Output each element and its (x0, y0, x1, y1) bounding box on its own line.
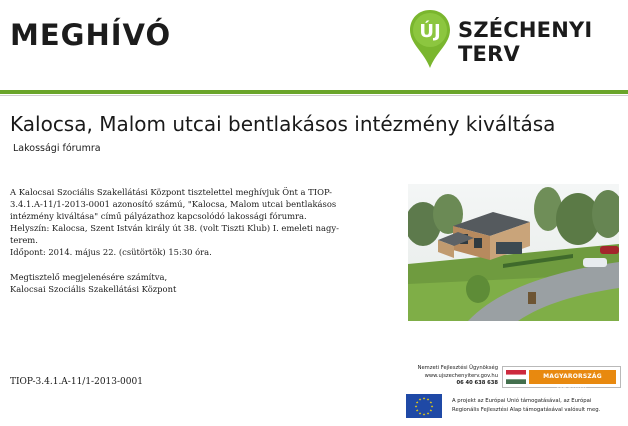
svg-text:★: ★ (414, 404, 418, 409)
agency-url: www.ujszechenyiterv.gov.hu (424, 372, 498, 379)
logo-pin-text: ÚJ (419, 21, 441, 42)
svg-text:★: ★ (418, 397, 422, 402)
invitation-location: Helyszín: Kalocsa, Szent István király út 38. (volt Tiszti Klub) I. emeleti nagy- (10, 223, 339, 234)
agency-name: Nemzeti Fejlesztési Ügynökség (417, 365, 498, 371)
eu-funding-line: A projekt az Európai Unió támogatásával, az Európai (452, 398, 592, 404)
eu-funding-note (452, 397, 624, 415)
svg-text:★: ★ (426, 397, 430, 402)
svg-text:★: ★ (422, 396, 426, 401)
svg-text:★: ★ (418, 411, 422, 416)
header-divider-shadow (0, 95, 628, 96)
building-rendering-image (408, 184, 619, 321)
event-subtitle: Lakossági fórumra (13, 143, 101, 154)
invitation-time: Időpont: 2014. május 22. (csütörtök) 15:30 óra. (10, 247, 212, 258)
closing-line: Megtisztelő megjelenésére számítva, (10, 271, 168, 282)
invitation-line: A Kalocsai Szociális Szakellátási Központ tisztelettel meghívjuk Önt a TIOP- (10, 187, 332, 197)
eu-flag-icon (406, 394, 442, 418)
invitation-line: intézmény kiváltása" című pályázathoz kapcsolódó lakossági fórumra. (10, 211, 307, 222)
hungary-flag-icon (506, 370, 526, 384)
svg-text:★: ★ (422, 412, 426, 417)
eu-funding-line: Regionális Fejlesztési Alap támogatásával valósult meg. (452, 407, 601, 413)
uj-szechenyi-terv-logo-pin-icon (408, 8, 452, 70)
svg-text:★: ★ (429, 408, 433, 413)
project-code: TIOP-3.4.1.A-11/1-2013-0001 (10, 377, 143, 387)
svg-text:★: ★ (429, 400, 433, 405)
svg-text:★: ★ (430, 404, 434, 409)
agency-phone: 06 40 638 638 (456, 380, 498, 387)
invitation-location-cont: terem. (10, 235, 38, 246)
agency-info (392, 365, 498, 388)
page-title: MEGHÍVÓ (10, 18, 172, 52)
closing-signature: Kalocsai Szociális Szakellátási Központ (10, 283, 177, 294)
header-divider (0, 90, 628, 94)
hungary-renewal-badge (502, 366, 621, 394)
svg-text:★: ★ (415, 400, 419, 405)
event-title: Kalocsa, Malom utcai bentlakásos intézmény kiváltása (10, 112, 556, 136)
invitation-line: 3.4.1.A-11/1-2013-0001 azonosító számú, "Kalocsa, Malom utcai bentlakásos (10, 199, 337, 210)
hungary-badge-label: MAGYARORSZÁG MEGÚJUL (529, 370, 616, 384)
svg-text:★: ★ (415, 408, 419, 413)
logo-name: SZÉCHENYI TERV (458, 18, 593, 66)
invitation-text (10, 186, 352, 295)
svg-text:★: ★ (426, 411, 430, 416)
